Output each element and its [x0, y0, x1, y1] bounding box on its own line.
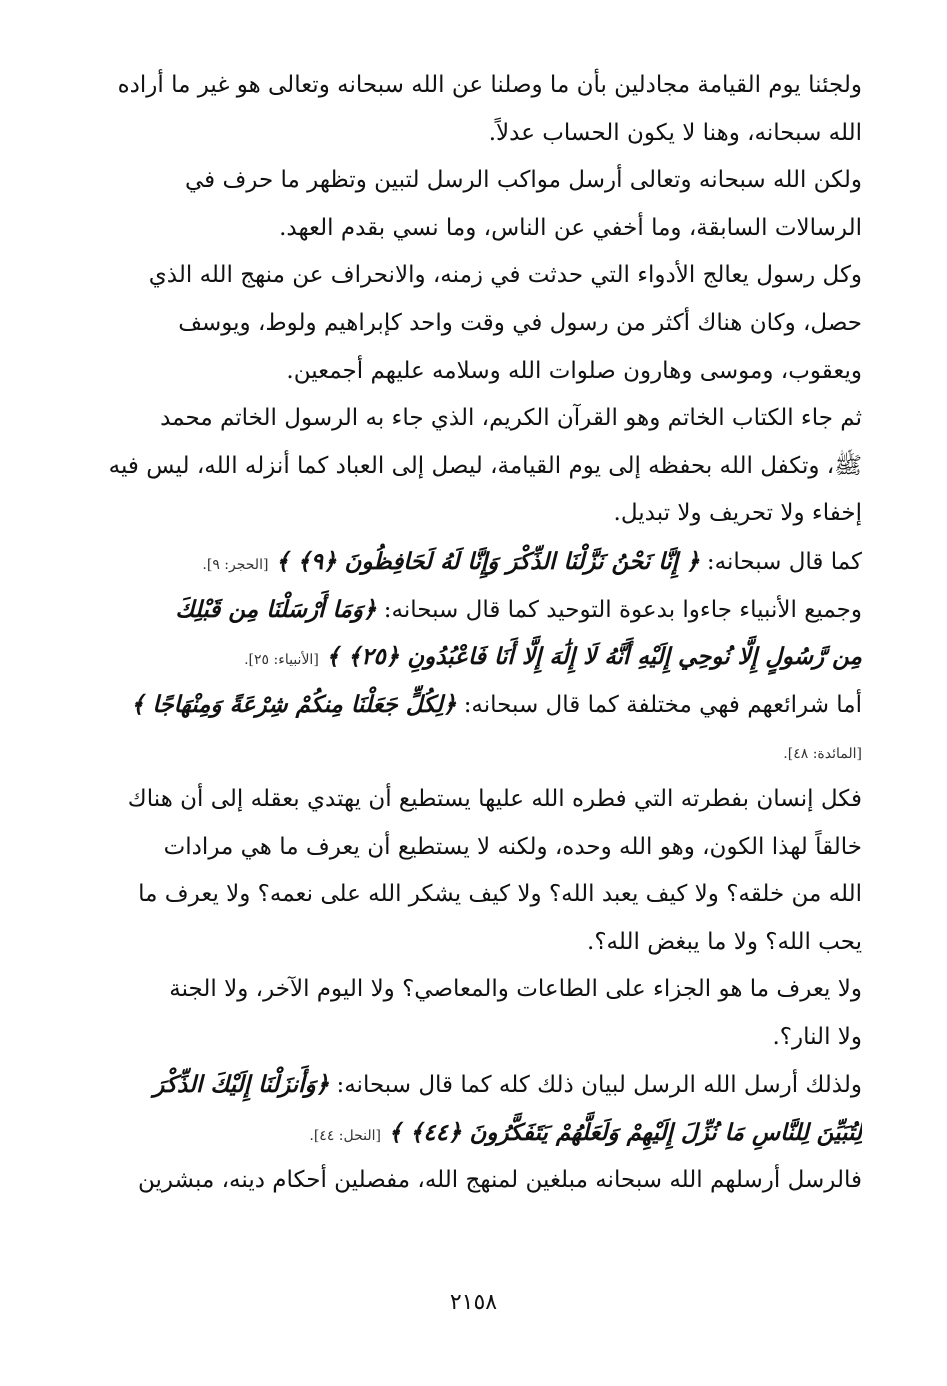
text-line: ولا يعرف ما هو الجزاء على الطاعات والمعاصي؟ ولا اليوم الآخر، ولا الجنة — [169, 976, 862, 1003]
quran-verse: ﴿وَأَنزَلْنَا إِلَيْكَ الذِّكْرَ — [153, 1071, 330, 1099]
verse-reference: [الأنبياء: ٢٥]. — [244, 652, 319, 669]
text-line: ولكن الله سبحانه وتعالى أرسل مواكب الرسل لتبين وتظهر ما حرف في — [184, 167, 862, 194]
text-line: يحب الله؟ ولا ما يبغض الله؟. — [587, 928, 862, 955]
text-line: حصل، وكان هناك أكثر من رسول في وقت واحد كإبراهيم ولوط، ويوسف — [178, 309, 862, 336]
body-text — [82, 62, 862, 1204]
verse-intro: ولذلك أرسل الله الرسل لبيان ذلك كله كما قال سبحانه: — [336, 1072, 862, 1099]
quran-verse-line — [82, 1061, 862, 1109]
text-line: الرسالات السابقة، وما أخفي عن الناس، وما نسي بقدم العهد. — [279, 214, 862, 241]
verse-intro: أما شرائعهم فهي مختلفة كما قال سبحانه: — [463, 691, 862, 718]
text-line: ولجئنا يوم القيامة مجادلين بأن ما وصلنا عن الله سبحانه وتعالى هو غير ما أراده — [117, 72, 862, 98]
quran-verse-line — [82, 1109, 862, 1157]
quran-verse-line — [82, 681, 862, 729]
text-line: ولا النار؟. — [772, 1023, 862, 1050]
quran-verse: ﴿لِكُلٍّ جَعَلْنَا مِنكُمْ شِرْعَةً وَمِنْهَاجًا ﴾ — [130, 690, 457, 718]
text-line: فالرسل أرسلهم الله سبحانه مبلغين لمنهج الله، مفصلين أحكام دينه، مبشرين — [137, 1166, 862, 1193]
quran-verse-line — [82, 586, 862, 634]
quran-verse: ﴿وَمَا أَرْسَلْنَا مِن قَبْلِكَ — [175, 595, 377, 623]
quran-verse: لِتُبَيِّنَ لِلنَّاسِ مَا نُزِّلَ إِلَيْهِمْ وَلَعَلَّهُمْ يَتَفَكَّرُونَ ﴿٤٤﴾ ﴾ — [388, 1119, 862, 1147]
text-line: ﷺ، وتكفل الله بحفظه إلى يوم القيامة، ليصل إلى العباد كما أنزله الله، ليس فيه — [108, 452, 862, 479]
text-line: وكل رسول يعالج الأدواء التي حدثت في زمنه، والانحراف عن منهج الله الذي — [148, 262, 862, 289]
verse-reference: [الحجر: ٩]. — [202, 556, 269, 573]
quran-verse: مِن رَّسُولٍ إِلَّا نُوحِي إِلَيْهِ أَنَّهُ لَا إِلَٰهَ إِلَّا أَنَا فَاعْبُدُونِ ﴿٢٥﴾ ﴾ — [326, 643, 862, 671]
text-line: فكل إنسان بفطرته التي فطره الله عليها يستطيع أن يهتدي بعقله إلى أن هناك — [127, 785, 862, 812]
text-line: الله من خلقه؟ ولا كيف يعبد الله؟ ولا كيف يشكر الله على نعمه؟ ولا يعرف ما — [138, 881, 862, 908]
quran-verse-line — [82, 728, 862, 776]
quran-verse-line — [82, 538, 862, 586]
text-line: ثم جاء الكتاب الخاتم وهو القرآن الكريم، الذي جاء به الرسول الخاتم محمد — [160, 405, 862, 432]
page-number: ٢١٥٨ — [449, 1290, 498, 1315]
text-line: الله سبحانه، وهنا لا يكون الحساب عدلاً. — [488, 119, 862, 146]
verse-intro: كما قال سبحانه: — [706, 548, 862, 575]
text-line: إخفاء ولا تحريف ولا تبديل. — [613, 500, 862, 527]
verse-reference: [المائدة: ٤٨]. — [783, 746, 862, 763]
verse-intro: وجميع الأنبياء جاءوا بدعوة التوحيد كما قال سبحانه: — [383, 596, 862, 623]
text-line: ويعقوب، وموسى وهارون صلوات الله وسلامه عليهم أجمعين. — [286, 357, 862, 384]
quran-verse-line — [82, 633, 862, 681]
quran-verse: ﴿ إِنَّا نَحْنُ نَزَّلْنَا الذِّكْرَ وَإِنَّا لَهُ لَحَافِظُونَ ﴿٩﴾ ﴾ — [275, 547, 700, 575]
verse-reference: [النحل: ٤٤]. — [309, 1128, 381, 1145]
text-line: خالقاً لهذا الكون، وهو الله وحده، ولكنه لا يستطيع أن يعرف ما هي مرادات — [163, 833, 862, 860]
